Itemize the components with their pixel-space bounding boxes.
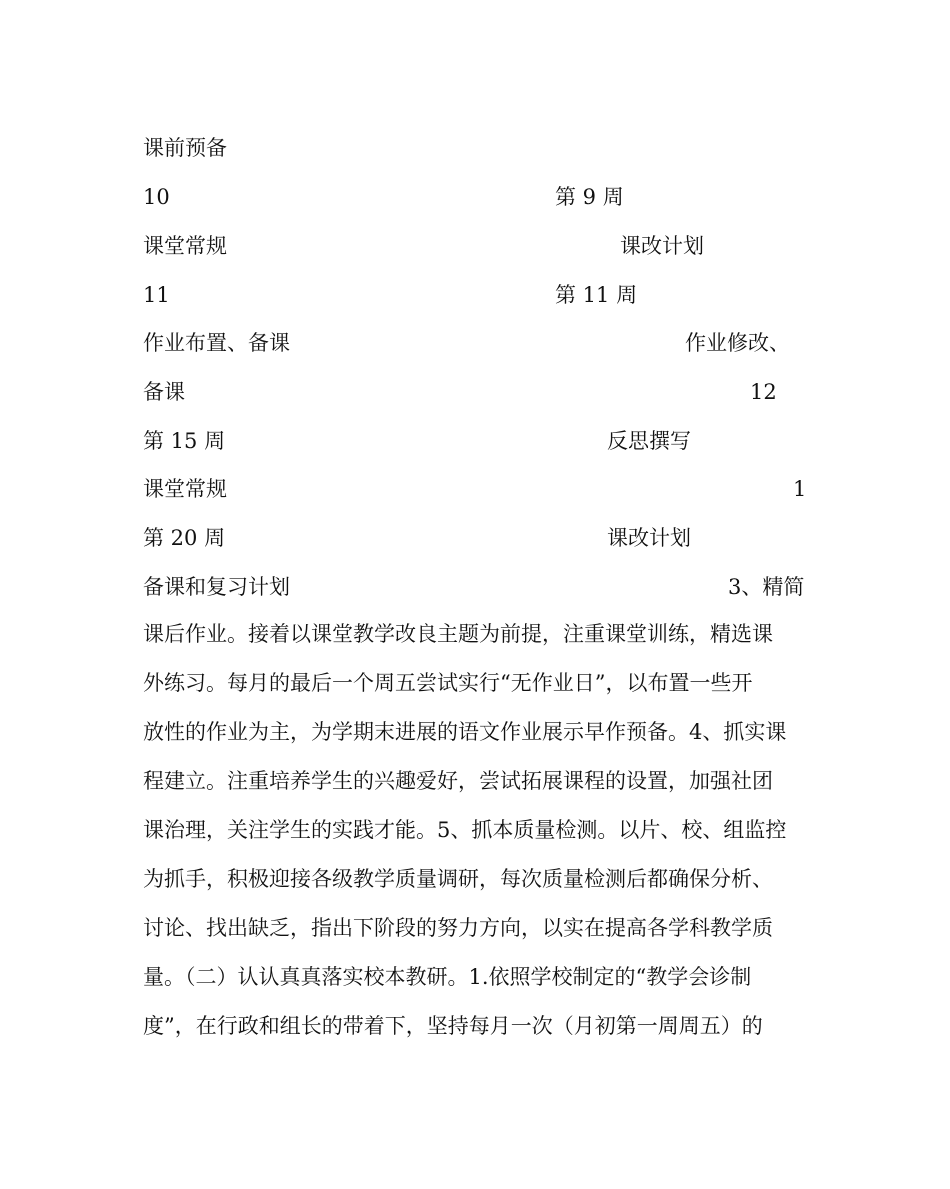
paragraph-line: 放性的作业为主，为学期末进展的语文作业展示早作预备。4、抓实课 <box>143 720 787 744</box>
row-4-col1: 作业布置、备课 <box>143 331 290 355</box>
paragraph-line: 量。（二）认认真真落实校本教研。1.依照学校制定的“教学会诊制 <box>143 965 752 989</box>
row-2-col2: 课改计划 <box>620 234 704 258</box>
body-paragraph <box>143 610 805 1051</box>
row-1-col1: 10 <box>143 185 170 209</box>
paragraph-line: 程建立。注重培养学生的兴趣爱好，尝试拓展课程的设置，加强社团 <box>143 769 773 793</box>
row-3-col2: 第 11 周 <box>555 283 638 307</box>
paragraph-line: 度”，在行政和组长的带着下，坚持每月一次（月初第一周周五）的 <box>143 1014 763 1038</box>
paragraph-line: 讨论、找出缺乏，指出下阶段的努力方向，以实在提高各学科教学质 <box>143 916 773 940</box>
row-2-col1: 课堂常规 <box>143 234 227 258</box>
row-4-col2: 作业修改、 <box>685 331 790 355</box>
row-8-col2: 课改计划 <box>607 526 691 550</box>
row-8-col1: 第 20 周 <box>143 526 226 550</box>
row-7-col1: 课堂常规 <box>143 477 227 501</box>
row-7-col2: 1 <box>793 477 807 501</box>
row-9-col2: 3、精简 <box>728 575 805 599</box>
paragraph-line: 课后作业。接着以课堂教学改良主题为前提，注重课堂训练，精选课 <box>143 622 773 646</box>
row-3-col1: 11 <box>143 283 170 307</box>
paragraph-line: 为抓手，积极迎接各级教学质量调研，每次质量检测后都确保分析、 <box>143 867 773 891</box>
row-5-col1: 备课 <box>143 380 185 404</box>
row-1-col2: 第 9 周 <box>555 185 624 209</box>
row-5-col2: 12 <box>750 380 777 404</box>
row-0-col1: 课前预备 <box>143 136 227 160</box>
row-9-col1: 备课和复习计划 <box>143 575 290 599</box>
row-6-col1: 第 15 周 <box>143 429 226 453</box>
paragraph-line: 课治理，关注学生的实践才能。5、抓本质量检测。以片、校、组监控 <box>143 818 787 842</box>
paragraph-line: 外练习。每月的最后一个周五尝试实行“无作业日”，以布置一些开 <box>143 671 753 695</box>
row-6-col2: 反思撰写 <box>607 429 691 453</box>
